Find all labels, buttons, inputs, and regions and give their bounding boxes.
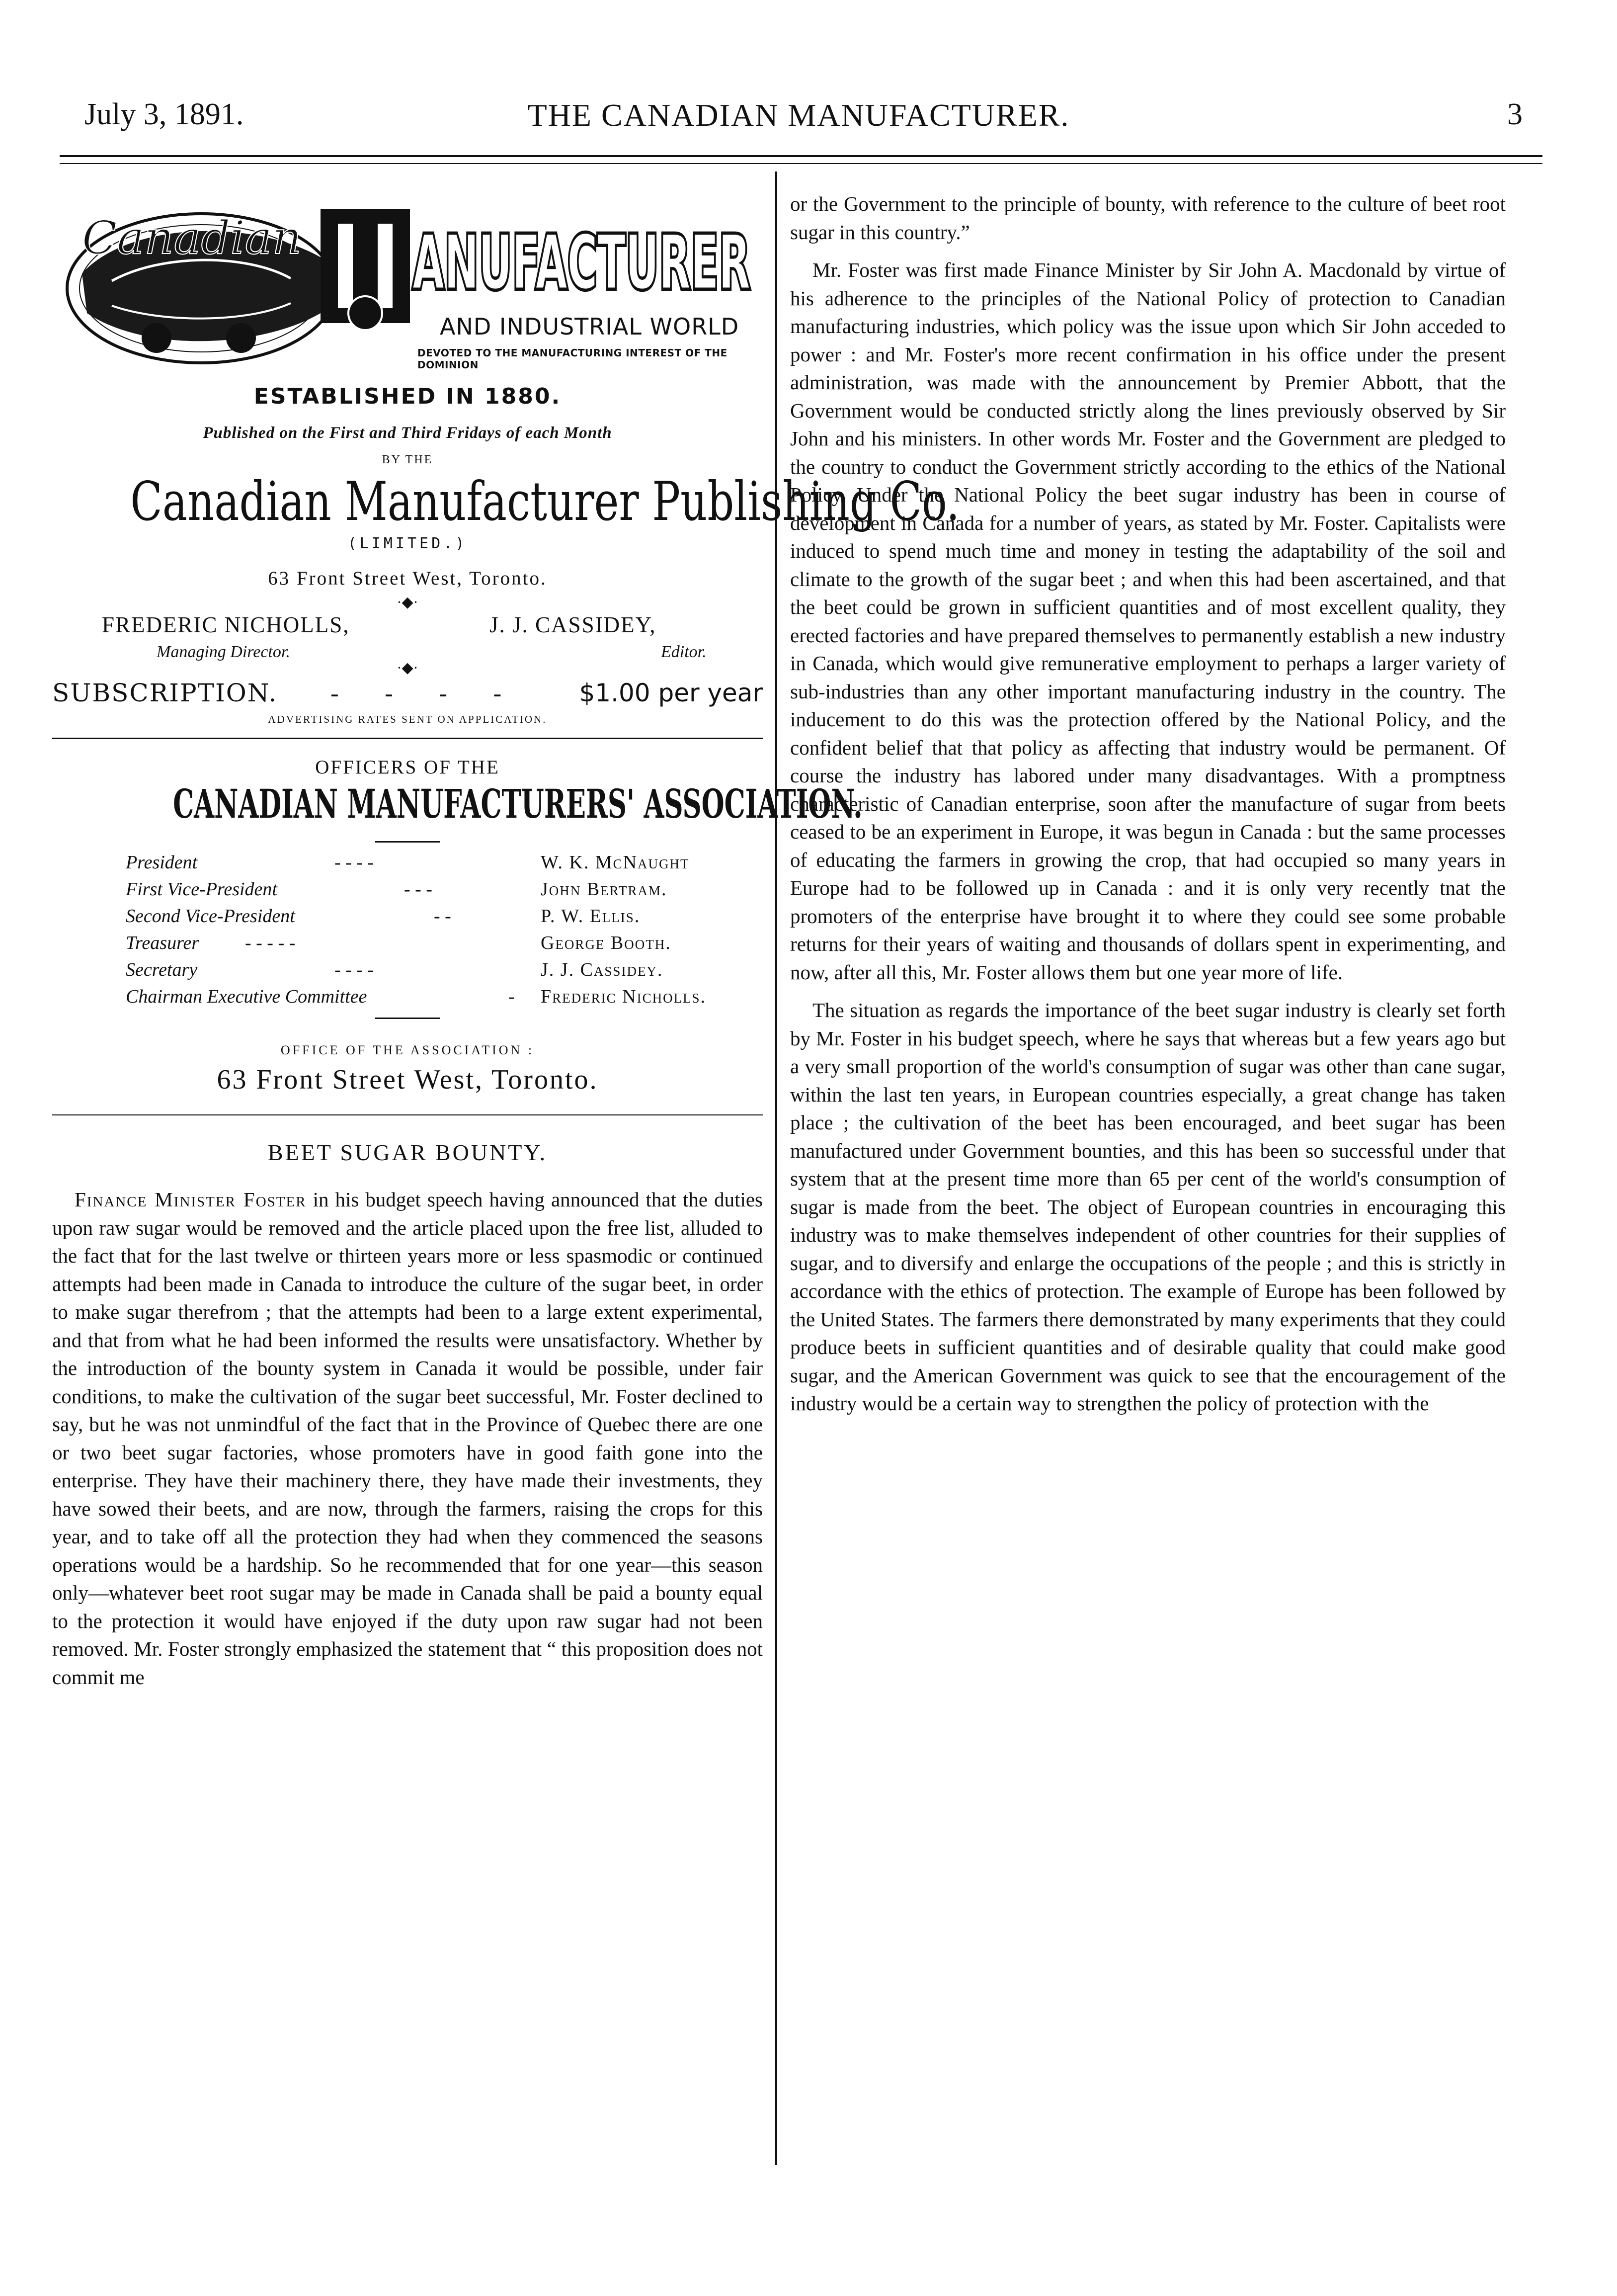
newspaper-title: THE CANADIAN MANUFACTURER. (527, 97, 1070, 133)
officer-dashes: - - - - (334, 852, 374, 873)
article-body-left (52, 1186, 763, 1691)
section-rule (52, 1114, 763, 1115)
managing-director-role: Managing Director. (157, 643, 290, 661)
officer-role: Second Vice-President (126, 906, 295, 927)
publication-schedule: Published on the First and Third Fridays of each Month (203, 424, 612, 442)
right-column (790, 190, 1506, 1418)
masthead-subtitle: AND INDUSTRIAL WORLD (440, 313, 739, 340)
officer-role: Treasurer (126, 933, 199, 953)
officer-row (126, 959, 763, 986)
editor-name: J. J. CASSIDEY, (489, 612, 656, 637)
staff-block (52, 612, 763, 674)
officers-heading: OFFICERS OF THE (315, 757, 500, 778)
subscription-line (52, 679, 763, 713)
svg-text:ANUFACTURER: ANUFACTURER (412, 220, 750, 306)
officer-name: Frederic Nicholls. (541, 986, 707, 1007)
svg-text:ANUFACTURER: ANUFACTURER (412, 220, 750, 306)
advertising-note: ADVERTISING RATES SENT ON APPLICATION. (268, 713, 547, 725)
officer-dashes: - - - - (334, 959, 374, 980)
officer-dashes: - - - (404, 879, 432, 900)
office-heading: OFFICE OF THE ASSOCIATION : (280, 1043, 535, 1057)
article-text: in his budget speech having announced that the duties upon raw sugar would be removed and the article placed upon the free list, alluded to the fact that for the last twelve or thirteen years more or less spasmodic or continued attempts had been made in Canada to introduce the culture of the sugar beet, in order to make sugar therefrom ; that the attempts had been to a large extent experimental, and that from what he had been informed the results were unsatisfactory. Whether by the introduction of the bounty system in Canada it would be possible, under fair conditions, to make the cultivation of the sugar beet successful, Mr. Foster declined to say, but he was not unmindful of the fact that in the Province of Quebec there are one or two beet sugar factories, whose promoters have in good faith gone into the enterprise. They have their machinery there, they have made their investments, they have sowed their beets, and are now, through the farmers, raising the crops for this year, and to take off all the protection they had when they commenced the seasons operations would be a hardship. So he recommended that for one year—this season only—whatever beet root sugar may be made in Canada shall be paid a bounty equal to the protection it would have enjoyed if the duty upon raw sugar had not been removed. Mr. Foster strongly emphasized the statement that “ this proposition does not commit me (52, 1188, 763, 1689)
association-name: CANADIAN MANUFACTURERS' ASSOCIATION. (173, 780, 863, 827)
officer-role: First Vice-President (126, 879, 277, 900)
short-rule (375, 841, 440, 843)
managing-director-name: FREDERIC NICHOLLS, (102, 612, 350, 637)
article-lead: Finance Minister Foster (75, 1188, 307, 1211)
officer-role: President (126, 852, 198, 873)
officer-role: Chairman Executive Committee (126, 986, 367, 1007)
page-number: 3 (1507, 97, 1523, 131)
officer-name: George Booth. (541, 933, 671, 953)
officer-name: W. K. McNaught (541, 852, 690, 873)
svg-text:Canadian: Canadian (82, 211, 302, 264)
header-rule-thin (60, 163, 1542, 164)
established-line: ESTABLISHED IN 1880. (253, 384, 562, 409)
ornament-icon: ·◆· (397, 594, 418, 610)
officer-name: P. W. Ellis. (541, 906, 641, 927)
officer-name: John Bertram. (541, 879, 667, 900)
editor-role: Editor. (661, 643, 707, 661)
section-rule (52, 738, 763, 739)
officer-dashes: - - (434, 906, 451, 927)
left-column (52, 189, 960, 1691)
officer-row (126, 878, 763, 905)
by-the-line: BY THE (382, 453, 433, 466)
short-rule (375, 1018, 440, 1019)
issue-date: July 3, 1891. (84, 97, 244, 131)
subscription-label: SUBSCRIPTION. (52, 679, 278, 707)
ornament-icon: ·◆· (397, 660, 418, 676)
officer-row (126, 986, 763, 1013)
officer-role: Secretary (126, 959, 198, 980)
officers-list (126, 851, 763, 1013)
masthead (52, 189, 763, 378)
officer-row (126, 932, 763, 959)
masthead-tagline: DEVOTED TO THE MANUFACTURING INTEREST OF THE DOMINION (417, 347, 728, 371)
officer-row (126, 905, 763, 932)
header-rule (60, 155, 1542, 157)
article-paragraph: Mr. Foster was first made Finance Minister by Sir John A. Macdonald by virtue of his adherence to the principles of the National Policy of protection to Canadian manufacturing industries, which policy was the issue upon which Sir John acceded to power : and Mr. Foster's more recent confirmation in his office under the present administration, was made with the announcement by Premier Abbott, that the Government would be conducted strictly along the lines previously observed by Sir John and his ministers. In other words Mr. Foster and the Government are pledged to the country to conduct the Government strictly according to the ethics of the National Policy. Under the National Policy the beet sugar industry has been in course of development in Canada for a number of years, as stated by Mr. Foster. Capitalists were induced to spend much time and money in testing the adaptability of the soil and climate to the growth of the sugar beet ; and when this had been ascertained, and that the beet could be grown in sufficient quantities and of most excellent quality, they erected factories and have prepared themselves to permanently establish a new industry in Canada, which would give remunerative employment to perhaps a larger variety of sub-industries than any other important manufacturing industry in the country. The inducement to do this was the protection offered by the National Policy, and the confident belief that that policy as affecting that industry would be permanent. Of course the industry has labored under many disadvantages. With a promptness characteristic of Canadian enterprise, soon after the manufacture of sugar from beets ceased to be an experiment in Europe, it was begun in Canada : but the same processes of educating the farmers in growing the crop, that had occupied so many years in Europe had to be followed up in Canada : and it is only very recently tnat the promoters of the enterprise have brought it to where they could see some probable returns for their years of waiting and thousands of dollars spent in experimenting, and now, after all this, Mr. Foster allows them but one year more of life. (790, 258, 1506, 984)
limited-line: (LIMITED.) (347, 535, 468, 552)
publisher-name: Canadian Manufacturer Publishing Co. (130, 471, 960, 533)
running-header (75, 97, 1523, 152)
officer-name: J. J. Cassidey. (541, 959, 663, 980)
officer-row (126, 851, 763, 878)
office-address: 63 Front Street West, Toronto. (217, 1064, 598, 1095)
article-paragraph: The situation as regards the importance of the beet sugar industry is clearly set forth by Mr. Foster in his budget speech, where he says that whereas but a few years ago but a very small proportion of the world's consumption of sugar was other than cane sugar, within the last ten years, in European countries especially, a great change has taken place ; the cultivation of the beet has been encouraged, and beet sugar has been manufactured under Government bounties, and this has been so successful under that system that at the present time more than 65 per cent of the world's consumption of sugar is made from the beet. The object of European countries in encouraging this industry was to make themselves independent of other countries for their supplies of sugar, and to diversify and enlarge the occupations of the people ; and this is strictly in accordance with the ethics of protection. The example of Europe has been followed by the United States. The farmers there demonstrated by many experiments that they could produce beets in sufficient quantities and of desirable quality that could make good sugar, and the American Government was quick to see that the encouragement of the industry would be a certain way to strengthen the policy of protection with the (790, 999, 1506, 1415)
officer-dashes: - (508, 986, 515, 1007)
article-paragraph: or the Government to the principle of bounty, with reference to the culture of beet root sugar in this country.” (790, 192, 1506, 244)
subscription-dashes: - - - - (330, 679, 522, 707)
publisher-address: 63 Front Street West, Toronto. (268, 568, 547, 589)
officer-dashes: - - - - - (245, 933, 296, 953)
subscription-price: $1.00 per year (579, 679, 763, 707)
article-title: BEET SUGAR BOUNTY. (267, 1140, 548, 1165)
